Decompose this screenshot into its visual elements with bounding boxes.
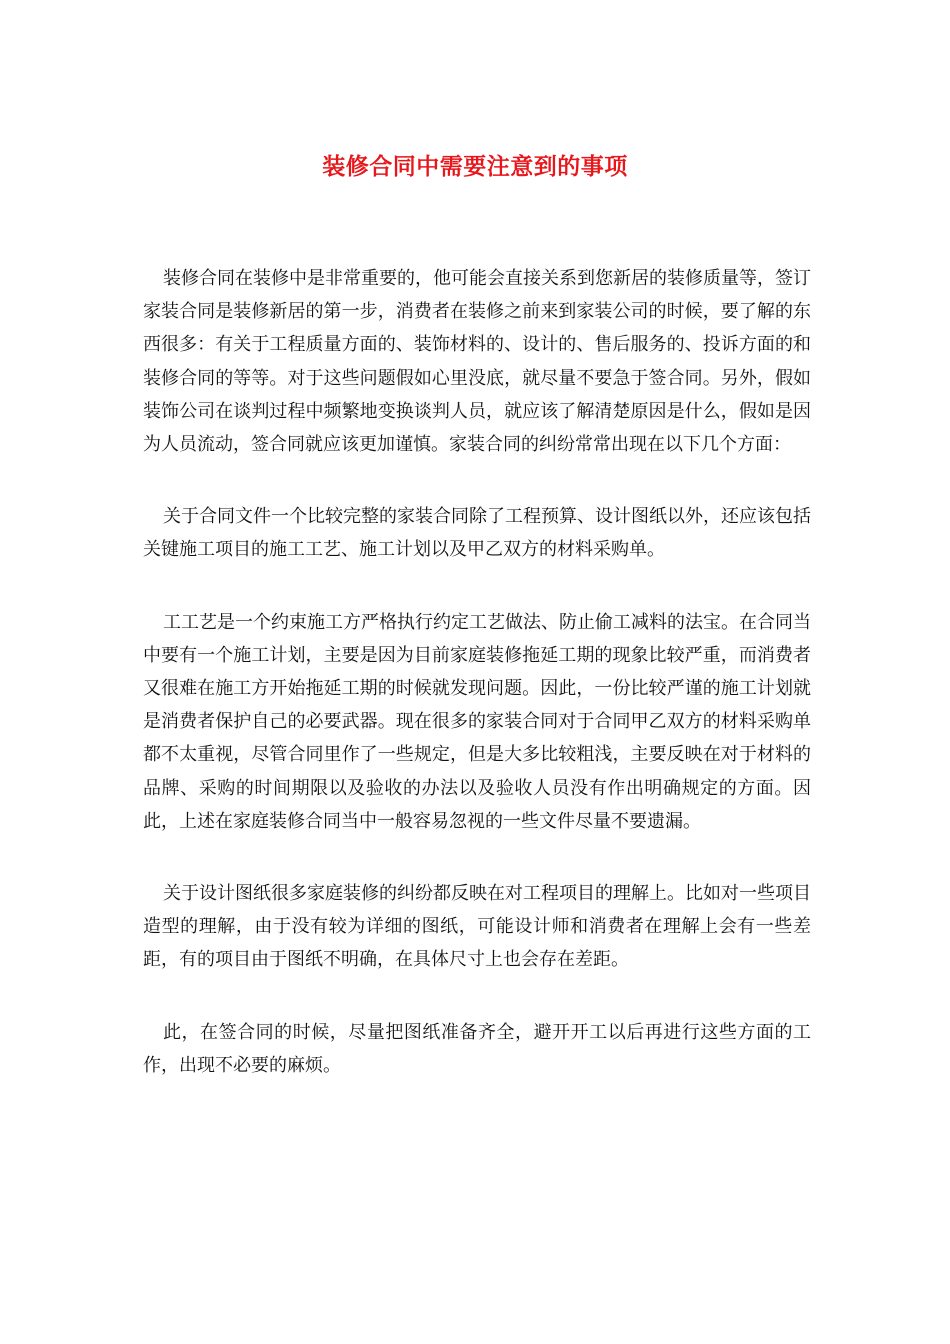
paragraph-design-drawings: 关于设计图纸很多家庭装修的纠纷都反映在对工程项目的理解上。比如对一些项目造型的理解，由于没有较为详细的图纸，可能设计师和消费者在理解上会有一些差距，有的项目由于图纸不明确，在具体尺寸上也会存在差距。 (143, 883, 811, 971)
document-title: 装修合同中需要注意到的事项 (322, 154, 628, 180)
paragraph-conclusion: 此，在签合同的时候，尽量把图纸准备齐全，避开开工以后再进行这些方面的工作，出现不必要的麻烦。 (143, 1021, 811, 1076)
paragraph-contract-documents: 关于合同文件一个比较完整的家装合同除了工程预算、设计图纸以外，还应该包括关键施工项目的施工工艺、施工计划以及甲乙双方的材料采购单。 (143, 506, 811, 561)
paragraph-construction-process: 工工艺是一个约束施工方严格执行约定工艺做法、防止偷工减料的法宝。在合同当中要有一个施工计划，主要是因为目前家庭装修拖延工期的现象比较严重，而消费者又很难在施工方开始拖延工期的时候就发现问题。因此，一份比较严谨的施工计划就是消费者保护自己的必要武器。现在很多的家装合同对于合同甲乙双方的材料采购单都不太重视，尽管合同里作了一些规定，但是大多比较粗浅，主要反映在对于材料的品牌、采购的时间期限以及验收的办法以及验收人员没有作出明确规定的方面。因此，上述在家庭装修合同当中一般容易忽视的一些文件尽量不要遗漏。 (143, 611, 811, 832)
paragraph-intro: 装修合同在装修中是非常重要的，他可能会直接关系到您新居的装修质量等，签订家装合同是装修新居的第一步，消费者在装修之前来到家装公司的时候，要了解的东西很多：有关于工程质量方面的、装饰材料的、设计的、售后服务的、投诉方面的和装修合同的等等。对于这些问题假如心里没底，就尽量不要急于签合同。另外，假如装饰公司在谈判过程中频繁地变换谈判人员，就应该了解清楚原因是什么，假如是因为人员流动，签合同就应该更加谨慎。家装合同的纠纷常常出现在以下几个方面： (143, 268, 811, 456)
document-body (143, 262, 811, 1082)
